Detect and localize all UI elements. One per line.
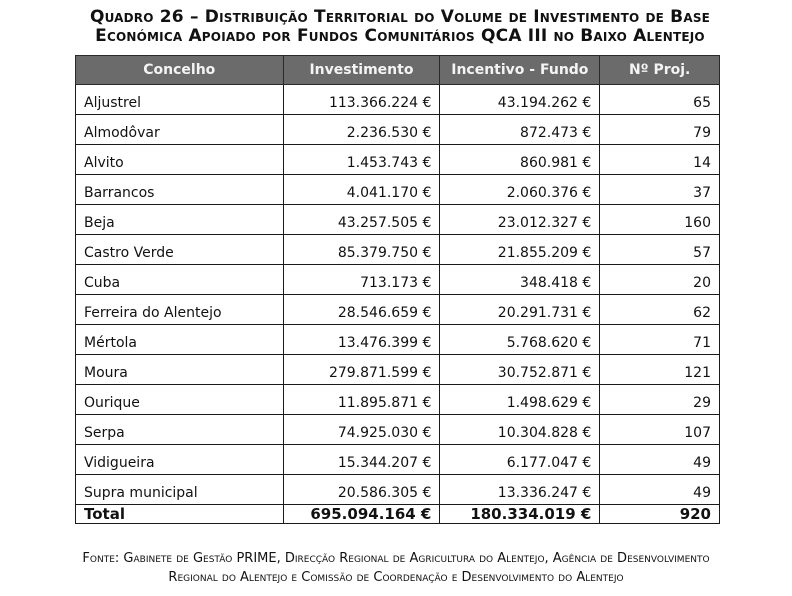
- total-row: [76, 505, 720, 524]
- cell-incentivo: 21.855.209 €: [440, 235, 600, 265]
- cell-num-projetos: 37: [600, 175, 720, 205]
- source-note: [0, 549, 792, 587]
- cell-num-projetos: 57: [600, 235, 720, 265]
- header-incentivo: Incentivo - Fundo: [440, 56, 600, 85]
- cell-incentivo: 860.981 €: [440, 145, 600, 175]
- cell-num-projetos: 29: [600, 385, 720, 415]
- table-footer: [76, 505, 720, 524]
- table-row: [76, 265, 720, 295]
- table-row: [76, 325, 720, 355]
- cell-num-projetos: 65: [600, 85, 720, 115]
- cell-investimento: 113.366.224 €: [283, 85, 440, 115]
- cell-concelho: Ourique: [76, 385, 284, 415]
- cell-investimento: 15.344.207 €: [283, 445, 440, 475]
- table-row: [76, 175, 720, 205]
- table-row: [76, 355, 720, 385]
- cell-incentivo: 6.177.047 €: [440, 445, 600, 475]
- cell-investimento: 85.379.750 €: [283, 235, 440, 265]
- header-row: [76, 56, 720, 85]
- cell-incentivo: 872.473 €: [440, 115, 600, 145]
- cell-incentivo: 348.418 €: [440, 265, 600, 295]
- caption-line-1: Quadro 26 – Distribuição Territorial do Volume de Investimento de Base: [89, 7, 711, 27]
- cell-concelho: Supra municipal: [76, 475, 284, 505]
- cell-investimento: 74.925.030 €: [283, 415, 440, 445]
- table-row: [76, 385, 720, 415]
- cell-num-projetos: 14: [600, 145, 720, 175]
- cell-concelho: Vidigueira: [76, 445, 284, 475]
- cell-investimento: 43.257.505 €: [283, 205, 440, 235]
- table-row: [76, 445, 720, 475]
- table-caption: [70, 8, 730, 46]
- table-row: [76, 145, 720, 175]
- total-investimento: 695.094.164 €: [283, 505, 440, 524]
- cell-investimento: 20.586.305 €: [283, 475, 440, 505]
- table-row: [76, 475, 720, 505]
- source-line-2: Regional do Alentejo e Comissão de Coordenação e Desenvolvimento do Alentejo: [168, 570, 624, 585]
- cell-incentivo: 5.768.620 €: [440, 325, 600, 355]
- caption-line-2: Económica Apoiado por Fundos Comunitários QCA III no Baixo Alentejo: [95, 26, 705, 46]
- cell-incentivo: 1.498.629 €: [440, 385, 600, 415]
- cell-num-projetos: 20: [600, 265, 720, 295]
- cell-concelho: Alvito: [76, 145, 284, 175]
- cell-investimento: 13.476.399 €: [283, 325, 440, 355]
- header-num-projetos: Nº Proj.: [600, 56, 720, 85]
- cell-num-projetos: 62: [600, 295, 720, 325]
- cell-investimento: 28.546.659 €: [283, 295, 440, 325]
- cell-concelho: Moura: [76, 355, 284, 385]
- source-line-1: Fonte: Gabinete de Gestão PRIME, Direcção Regional de Agricultura do Alentejo, Agência de Desenvolvimento: [82, 551, 710, 566]
- cell-num-projetos: 49: [600, 445, 720, 475]
- cell-investimento: 11.895.871 €: [283, 385, 440, 415]
- cell-num-projetos: 160: [600, 205, 720, 235]
- total-incentivo: 180.334.019 €: [440, 505, 600, 524]
- cell-num-projetos: 71: [600, 325, 720, 355]
- cell-num-projetos: 49: [600, 475, 720, 505]
- cell-concelho: Beja: [76, 205, 284, 235]
- table-row: [76, 205, 720, 235]
- cell-concelho: Ferreira do Alentejo: [76, 295, 284, 325]
- cell-incentivo: 10.304.828 €: [440, 415, 600, 445]
- cell-investimento: 279.871.599 €: [283, 355, 440, 385]
- cell-investimento: 2.236.530 €: [283, 115, 440, 145]
- cell-incentivo: 43.194.262 €: [440, 85, 600, 115]
- cell-num-projetos: 79: [600, 115, 720, 145]
- header-concelho: Concelho: [76, 56, 284, 85]
- header-investimento: Investimento: [283, 56, 440, 85]
- cell-concelho: Mértola: [76, 325, 284, 355]
- cell-concelho: Castro Verde: [76, 235, 284, 265]
- table-header: [76, 56, 720, 85]
- cell-investimento: 4.041.170 €: [283, 175, 440, 205]
- cell-concelho: Aljustrel: [76, 85, 284, 115]
- cell-concelho: Serpa: [76, 415, 284, 445]
- table-row: [76, 415, 720, 445]
- table-body: [76, 85, 720, 505]
- cell-incentivo: 2.060.376 €: [440, 175, 600, 205]
- table-row: [76, 235, 720, 265]
- cell-incentivo: 23.012.327 €: [440, 205, 600, 235]
- cell-concelho: Barrancos: [76, 175, 284, 205]
- total-label: Total: [76, 505, 284, 524]
- cell-incentivo: 30.752.871 €: [440, 355, 600, 385]
- cell-incentivo: 20.291.731 €: [440, 295, 600, 325]
- cell-concelho: Cuba: [76, 265, 284, 295]
- cell-num-projetos: 107: [600, 415, 720, 445]
- cell-incentivo: 13.336.247 €: [440, 475, 600, 505]
- investment-table: [75, 55, 720, 524]
- table-row: [76, 85, 720, 115]
- cell-investimento: 713.173 €: [283, 265, 440, 295]
- cell-investimento: 1.453.743 €: [283, 145, 440, 175]
- cell-concelho: Almodôvar: [76, 115, 284, 145]
- table-row: [76, 115, 720, 145]
- total-projetos: 920: [600, 505, 720, 524]
- table-row: [76, 295, 720, 325]
- cell-num-projetos: 121: [600, 355, 720, 385]
